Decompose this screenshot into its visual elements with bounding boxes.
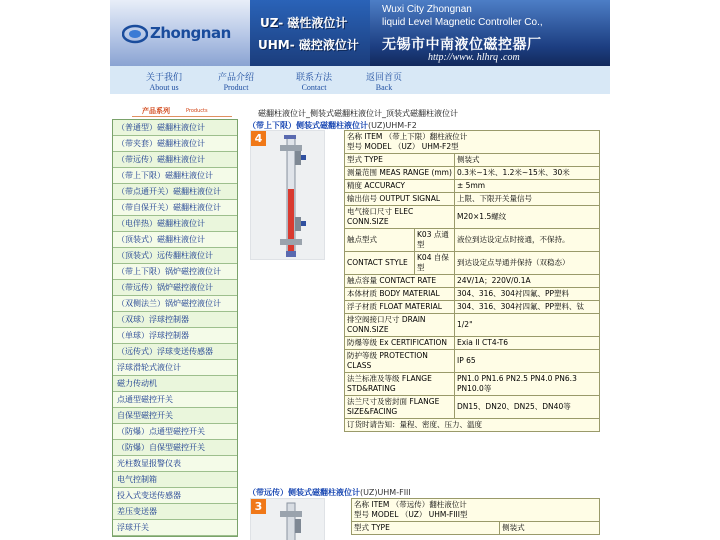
product-image bbox=[250, 130, 325, 260]
spec-label: 电气接口尺寸 ELEC CONN.SIZE bbox=[345, 206, 455, 229]
spec-label: 防护等级 PROTECTION CLASS bbox=[345, 350, 455, 373]
spec-table bbox=[351, 498, 600, 535]
nav-label-cn: 返回首页 bbox=[366, 73, 403, 83]
sidebar-item[interactable]: （电伴热）磁翻柱液位计 bbox=[113, 216, 237, 232]
spec-value: Exia II CT4-T6 bbox=[455, 337, 600, 350]
spec-value: 侧装式 bbox=[455, 154, 600, 167]
spec-value: PN1.0 PN1.6 PN2.5 PN4.0 PN6.3 PN10.0等 bbox=[455, 373, 600, 396]
spec-value: ± 5mm bbox=[455, 180, 600, 193]
sidebar-item[interactable]: （远传式）浮球变送传感器 bbox=[113, 344, 237, 360]
sidebar-item[interactable]: 磁力传动机 bbox=[113, 376, 237, 392]
spec-label: 订货时请告知：量程、密度、压力、温度 bbox=[345, 419, 600, 432]
nav-back[interactable] bbox=[366, 70, 402, 92]
image-number-badge: 3 bbox=[251, 499, 266, 514]
sidebar-item[interactable]: 电气控制箱 bbox=[113, 472, 237, 488]
spec-value: DN15、DN20、DN25、DN40等 bbox=[455, 396, 600, 419]
spec-label: 触点容量 CONTACT RATE bbox=[345, 275, 455, 288]
spec-sub-label: K03 点通型 bbox=[415, 229, 455, 252]
nav-about-us[interactable] bbox=[146, 70, 182, 92]
header-banner bbox=[110, 0, 610, 66]
sidebar-item[interactable]: （顶装式）磁翻柱液位计 bbox=[113, 232, 237, 248]
nav-label-en: Back bbox=[375, 83, 393, 92]
sidebar-heading-sub: Products bbox=[186, 108, 208, 114]
sidebar-item[interactable]: （防爆）自保型磁控开关 bbox=[113, 440, 237, 456]
sidebar-item[interactable]: 差压变送器 bbox=[113, 504, 237, 520]
spec-label: 精度 ACCURACY bbox=[345, 180, 455, 193]
sidebar-item[interactable]: （带夹套）磁翻柱液位计 bbox=[113, 136, 237, 152]
sidebar-item[interactable]: 投入式变送传感器 bbox=[113, 488, 237, 504]
spec-row bbox=[345, 252, 600, 275]
spec-label: 防爆等级 Ex CERTIFICATION bbox=[345, 337, 455, 350]
spec-row bbox=[345, 206, 600, 229]
product-image bbox=[250, 498, 325, 540]
spec-value: 0.3米~1米、1.2米~15米、30米 bbox=[455, 167, 600, 180]
product-title-cn: （带上下限）侧装式磁翻柱液位计 bbox=[248, 121, 368, 130]
nav-label-en: Product bbox=[223, 83, 249, 92]
company-name-cn: 无锡市中南液位磁控器厂 bbox=[382, 37, 542, 53]
sidebar-item[interactable]: （带远传）锅炉磁控液位计 bbox=[113, 280, 237, 296]
spec-row bbox=[345, 229, 600, 252]
sidebar-item[interactable]: 点通型磁控开关 bbox=[113, 392, 237, 408]
nav-label-en: Contact bbox=[301, 83, 327, 92]
spec-row bbox=[345, 131, 600, 154]
company-name-en-1: Wuxi City Zhongnan bbox=[382, 4, 472, 15]
sidebar-item[interactable]: （双球）浮球控制器 bbox=[113, 312, 237, 328]
nav-product[interactable] bbox=[218, 70, 254, 92]
spec-value: 24V/1A；220V/0.1A bbox=[455, 275, 600, 288]
spec-row bbox=[345, 275, 600, 288]
sidebar-product-list bbox=[112, 119, 238, 537]
spec-label: 法兰标准及等级 FLANGE STD&RATING bbox=[345, 373, 455, 396]
sidebar-item[interactable]: （带上下限）磁翻柱液位计 bbox=[113, 168, 237, 184]
spec-label: 本体材质 BODY MATERIAL bbox=[345, 288, 455, 301]
divider bbox=[132, 116, 232, 117]
nav-label-cn: 产品介绍 bbox=[218, 73, 255, 83]
spec-value: 304、316、304衬四氟、PP塑料、钛 bbox=[455, 301, 600, 314]
sidebar-item[interactable]: 光柱数显报警仪表 bbox=[113, 456, 237, 472]
nav-contact[interactable] bbox=[296, 70, 332, 92]
sidebar-item[interactable]: （带上下限）锅炉磁控液位计 bbox=[113, 264, 237, 280]
sidebar-item[interactable]: （防爆）点通型磁控开关 bbox=[113, 424, 237, 440]
company-url: http://www. hlhrq .com bbox=[428, 52, 520, 63]
spec-row bbox=[345, 288, 600, 301]
spec-value: 液位到达设定点时接通，不保持。 bbox=[455, 229, 600, 252]
spec-value: 1/2" bbox=[455, 314, 600, 337]
spec-row bbox=[345, 314, 600, 337]
logo-area bbox=[110, 0, 250, 66]
spec-label: 名称 ITEM （带上下限）翻柱液位计 型号 MODEL （UZ） UHM-F2型 bbox=[345, 131, 600, 154]
spec-label: 触点型式 bbox=[345, 229, 415, 252]
spec-table bbox=[344, 130, 600, 432]
spec-row bbox=[345, 396, 600, 419]
product-line-title bbox=[250, 0, 370, 66]
company-name-en-2: liquid Level Magnetic Controller Co., bbox=[382, 17, 543, 28]
spec-row bbox=[345, 154, 600, 167]
spec-label: 输出信号 OUTPUT SIGNAL bbox=[345, 193, 455, 206]
company-info bbox=[370, 0, 610, 66]
product-line-1: UZ- 磁性液位计 bbox=[260, 16, 348, 30]
spec-label: 型式 TYPE bbox=[345, 154, 455, 167]
product-title-code: (UZ)UHM-F2 bbox=[368, 121, 417, 130]
spec-value: IP 65 bbox=[455, 350, 600, 373]
sidebar-item[interactable]: （双侧法兰）锅炉磁控液位计 bbox=[113, 296, 237, 312]
spec-row bbox=[345, 350, 600, 373]
nav-label-en: About us bbox=[149, 83, 179, 92]
image-number-badge: 4 bbox=[251, 131, 266, 146]
sidebar-heading bbox=[110, 106, 240, 118]
spec-row bbox=[345, 193, 600, 206]
sidebar-item[interactable]: （带自保开关）磁翻柱液位计 bbox=[113, 200, 237, 216]
spec-row bbox=[345, 337, 600, 350]
spec-label: 型式 TYPE bbox=[352, 522, 500, 535]
logo-text: Zhongnan bbox=[150, 24, 231, 42]
spec-label: 法兰尺寸及密封面 FLANGE SIZE&FACING bbox=[345, 396, 455, 419]
nav-label-cn: 关于我们 bbox=[146, 73, 183, 83]
spec-label: 测量范围 MEAS RANGE (mm) bbox=[345, 167, 455, 180]
spec-sub-label: K04 自保型 bbox=[415, 252, 455, 275]
sidebar-item[interactable]: （带点通开关）磁翻柱液位计 bbox=[113, 184, 237, 200]
spec-label: 排空阀接口尺寸 DRAIN CONN.SIZE bbox=[345, 314, 455, 337]
spec-value: 到达设定点导通并保持（双稳态） bbox=[455, 252, 600, 275]
sidebar-item[interactable]: 自保型磁控开关 bbox=[113, 408, 237, 424]
sidebar-item[interactable]: 浮球开关 bbox=[113, 520, 237, 536]
spec-value: 侧装式 bbox=[500, 522, 600, 535]
breadcrumb: 磁翻柱液位计_侧装式磁翻柱液位计_顶装式磁翻柱液位计 bbox=[258, 109, 458, 118]
sidebar-item[interactable]: 浮球滑轮式液位计 bbox=[113, 360, 237, 376]
spec-value: 304、316、304衬四氟、PP塑料 bbox=[455, 288, 600, 301]
spec-row bbox=[345, 419, 600, 432]
spec-row bbox=[352, 522, 600, 535]
spec-row bbox=[345, 301, 600, 314]
spec-value: M20×1.5螺纹 bbox=[455, 206, 600, 229]
spec-value: 上限、下限开关量信号 bbox=[455, 193, 600, 206]
logo-icon bbox=[122, 24, 148, 44]
spec-row bbox=[345, 373, 600, 396]
level-gauge-icon bbox=[251, 131, 325, 260]
spec-row bbox=[352, 499, 600, 522]
product-title bbox=[248, 487, 411, 498]
spec-label: 名称 ITEM （带远传）翻柱液位计 型号 MODEL （UZ） UHM-FIII型 bbox=[352, 499, 600, 522]
spec-label: 浮子材质 FLOAT MATERIAL bbox=[345, 301, 455, 314]
spec-row bbox=[345, 167, 600, 180]
nav-label-cn: 联系方法 bbox=[296, 73, 333, 83]
product-title-code: (UZ)UHM-FIII bbox=[360, 488, 411, 497]
spec-row bbox=[345, 180, 600, 193]
sidebar-item[interactable]: （普通型）磁翻柱液位计 bbox=[113, 120, 237, 136]
spec-label: CONTACT STYLE bbox=[345, 252, 415, 275]
product-title-cn: （带远传）侧装式磁翻柱液位计 bbox=[248, 488, 360, 497]
top-nav bbox=[110, 66, 610, 94]
sidebar-item[interactable]: （单球）浮球控制器 bbox=[113, 328, 237, 344]
sidebar-item[interactable]: （顶装式）远传翻柱液位计 bbox=[113, 248, 237, 264]
sidebar-heading-text: 产品系列 bbox=[142, 107, 170, 115]
sidebar-item[interactable]: （带远传）磁翻柱液位计 bbox=[113, 152, 237, 168]
product-line-2: UHM- 磁控液位计 bbox=[258, 38, 359, 52]
